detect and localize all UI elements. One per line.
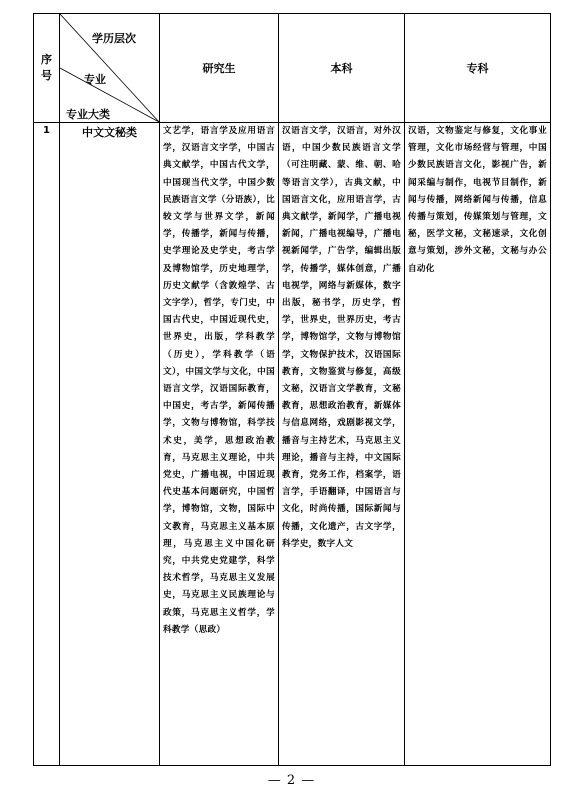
major-catalog-table (33, 13, 551, 766)
row-specialist-majors: 汉语，文物鉴定与修复，文化事业管理，文化市场经营与管理，中国少数民族语言文化，影视广告，新闻采编与制作，电视节目制作，新闻与传播，网络新闻与传播，信息传播与策划，传媒策划与管理，文秘，医学文秘，文秘速录，文化创意与策划，涉外文秘，文秘与办公自动化 (405, 123, 551, 766)
bachelor-header: 本科 (279, 14, 405, 123)
major-category-label: 专业大类 (66, 108, 110, 121)
table-header-row (34, 14, 551, 123)
seq-header (34, 14, 60, 123)
graduate-header: 研究生 (160, 14, 279, 123)
row-category: 中文文秘类 (60, 123, 160, 766)
row-bachelor-majors: 汉语言文学，汉语言，对外汉语，中国少数民族语言文学（可注明藏、蒙、维、朝、哈等语言文学），古典文献，中国语言文化，应用语言学，古典文献学，新闻学，广播电视新闻，广播电视编导，广播电视新闻学，广告学，编辑出版学，传播学，媒体创意，广播电视学，网络与新媒体，数字出版，秘书学，历史学，哲学，世界史，世界历史，考古学，博物馆学，文物与博物馆学，文物保护技术，汉语国际教育，文物鉴赏与修复，高级文秘，汉语言文学教育，文秘教育，思想政治教育，新媒体与信息网络，戏剧影视文学，播音与主持艺术，马克思主义理论，播音与主持，中文国际教育，党务工作，档案学，语言学，手语翻译，中国语言与文化，时尚传播，国际新闻与传播，文化遗产，古文字学，科学史，数字人文 (279, 123, 405, 766)
seq-header-char-1: 序 (41, 53, 52, 66)
education-level-label: 学历层次 (92, 32, 136, 45)
row-seq: 1 (34, 123, 60, 766)
specialist-header: 专科 (405, 14, 551, 123)
seq-header-char-2: 号 (41, 69, 52, 82)
table-row (34, 123, 551, 766)
page-number: — 2 — (267, 773, 316, 788)
row-graduate-majors: 文艺学，语言学及应用语言学，汉语言文字学，中国古典文献学，中国古代文学，中国现当代文学，中国少数民族语言文学（分语族），比较文学与世界文学，新闻学，传播学，新闻与传播，史学理论及史学史，考古学及博物馆学，历史地理学，历史文献学（含敦煌学、古文字学），哲学，专门史，中国古代史，中国近现代史，世界史，出版，学科教学（历史），学科教学（语文），中国文学与文化，中国语言文学，汉语国际教育，中国史，考古学，新闻传播学，文物与博物馆，科学技术史，美学，思想政治教育，马克思主义理论，中共党史，广播电视，中国近现代史基本问题研究，中国哲学，博物馆，文物，国际中文教育，马克思主义基本原理，马克思主义中国化研究，中共党史党建学，科学技术哲学，马克思主义发展史，马克思主义民族理论与政策，马克思主义哲学，学科教学（思政） (160, 123, 279, 766)
major-label: 专业 (84, 73, 106, 86)
diagonal-header-cell (60, 14, 160, 123)
